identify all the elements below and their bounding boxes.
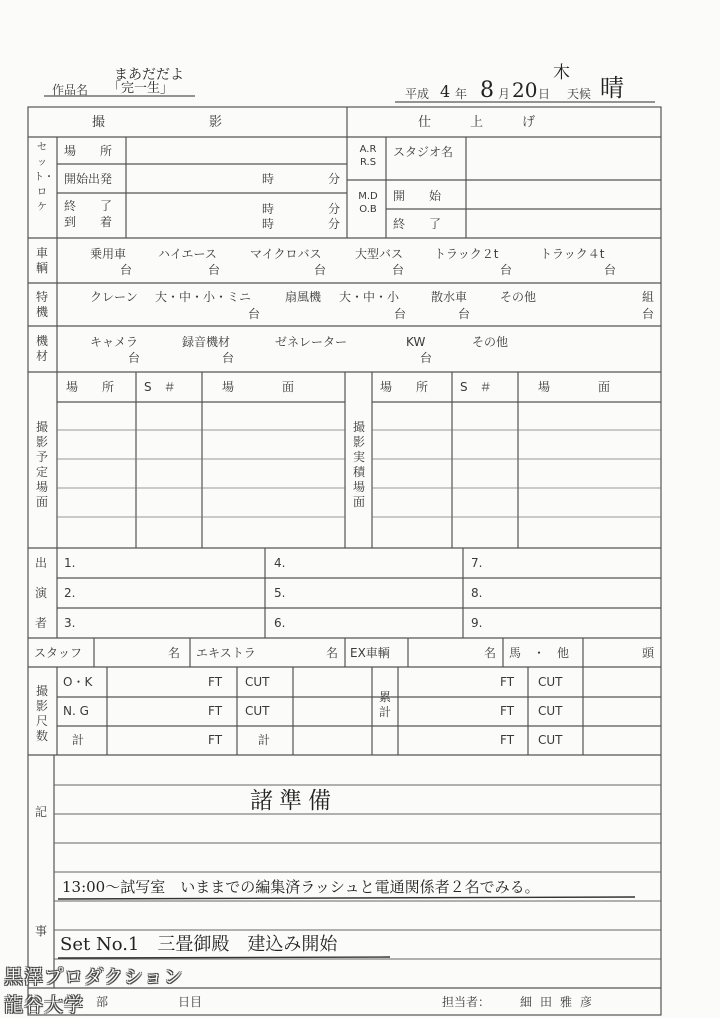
standby-other: その他	[500, 290, 537, 304]
handwritten-title-note: まあだだよ	[114, 67, 184, 83]
cast-side-label-1: 出	[35, 556, 48, 570]
start-departure-label: 開始出発	[64, 172, 113, 186]
standby-unit: 台	[394, 307, 407, 321]
notes-title-handwritten: 諸準備	[250, 788, 337, 814]
cast-side-label-2: 演	[35, 586, 48, 600]
vehicle-truck-4t: トラック４t	[540, 247, 605, 261]
cast-number: 5.	[274, 586, 286, 600]
staff-label: スタッフ	[34, 646, 83, 660]
vehicle-unit: 台	[500, 263, 513, 277]
standby-fan-sizes: 大・中・小	[339, 290, 400, 304]
standby-fan: 扇風機	[285, 290, 322, 304]
cast-side-label-3: 者	[35, 616, 48, 630]
finishing-section-heading: 仕 上 げ	[418, 115, 536, 130]
watermark-line-2: 龍谷大学	[4, 994, 85, 1016]
notes-line-2-handwritten: Set No.1 三畳御殿 建込み開始	[60, 934, 338, 955]
cast-number: 8.	[471, 586, 483, 600]
standby-unit: 台	[248, 307, 261, 321]
standby-crane: クレーン	[90, 290, 138, 304]
cumulative-cut-unit: CUT	[538, 704, 563, 718]
day-unit: 日	[538, 87, 551, 101]
arrival-hour-unit: 時	[262, 217, 275, 231]
vehicle-microbus: マイクロバス	[250, 247, 322, 261]
cast-number: 1.	[64, 556, 76, 570]
vehicle-unit: 台	[120, 263, 133, 277]
month-value: 8	[480, 78, 494, 103]
standby-unit: 台	[458, 307, 471, 321]
place-label: 場 所	[64, 144, 113, 158]
shooting-section-heading: 撮 影	[92, 115, 223, 130]
weather-label: 天候	[567, 87, 592, 101]
equipment-unit: 台	[222, 351, 235, 365]
cast-number: 9.	[471, 616, 483, 630]
set-location-side-label: セット・ロケ	[34, 142, 54, 213]
weather-value: 晴	[600, 74, 624, 102]
finish-end-label: 終 了	[393, 217, 442, 231]
footage-ok-label: O・K	[63, 675, 93, 689]
cast-number: 4.	[274, 556, 286, 570]
equipment-camera: キャメラ	[90, 335, 139, 349]
staff-name-unit: 名	[168, 646, 181, 660]
footage-ng-label: N. G	[63, 704, 89, 718]
equipment-generator: ゼネレーター	[275, 335, 348, 349]
standby-side-label: 特機	[35, 290, 48, 319]
horse-other-label: 馬 ・ 他	[509, 646, 570, 660]
arrival-label: 到 着	[64, 215, 113, 229]
day-value: 20	[512, 78, 538, 102]
actual-place-header: 場 所	[380, 380, 429, 394]
actual-scene-no-header: S ＃	[460, 380, 492, 394]
footer-person-label: 担当者：	[442, 995, 491, 1009]
planned-scene-header: 場 面	[222, 380, 295, 394]
footer-person-name: 細田雅彦	[520, 995, 601, 1009]
footage-side-label: 撮影尺数	[35, 684, 48, 743]
start-minute-unit: 分	[328, 172, 341, 186]
cumulative-ft-unit: FT	[500, 704, 515, 718]
vehicle-large-bus: 大型バス	[355, 247, 404, 261]
ft-unit: FT	[208, 675, 223, 689]
equipment-other: その他	[472, 335, 509, 349]
ex-vehicle-name-unit: 名	[484, 646, 497, 660]
head-unit: 頭	[642, 646, 655, 660]
year-value: 4	[440, 82, 451, 101]
arrival-minute-unit: 分	[328, 217, 341, 231]
notes-line-1-handwritten: 13:00～試写室 いままでの編集済ラッシュと電通関係者２名でみる。	[62, 878, 540, 896]
extra-label: エキストラ	[196, 646, 256, 660]
cast-number: 7.	[471, 556, 483, 570]
end-label: 終 了	[64, 199, 113, 213]
cumulative-ft-unit: FT	[500, 675, 515, 689]
vehicle-unit: 台	[392, 263, 405, 277]
actual-scenes-side-label: 撮影実積場面	[352, 420, 365, 509]
cut-unit: CUT	[245, 704, 270, 718]
vehicles-side-label: 車輌	[35, 246, 48, 275]
cast-number: 3.	[64, 616, 76, 630]
notes-side-label-ji: 事	[35, 924, 48, 938]
planned-scenes-side-label: 撮影予定場面	[35, 420, 48, 509]
finish-start-label: 開 始	[393, 189, 442, 203]
start-hour-unit: 時	[262, 172, 275, 186]
vehicle-unit: 台	[604, 263, 617, 277]
end-hour-unit: 時	[262, 202, 275, 216]
footage-cut-total-label: 計	[258, 733, 271, 747]
standby-water-truck: 散水車	[431, 290, 468, 304]
cumulative-cut-unit: CUT	[538, 675, 563, 689]
ex-vehicle-label: EX車輌	[350, 646, 390, 660]
era-label: 平成	[405, 87, 430, 101]
cumulative-ft-unit: FT	[500, 733, 515, 747]
ft-unit: FT	[208, 733, 223, 747]
vehicle-truck-2t: トラック２t	[434, 247, 499, 261]
cumulative-cut-unit: CUT	[538, 733, 563, 747]
month-unit: 月	[498, 87, 511, 101]
standby-unit: 台	[642, 307, 655, 321]
weekday-value: 木	[553, 63, 570, 83]
ar-rs-label: A.R R.S	[359, 144, 377, 168]
end-minute-unit: 分	[328, 202, 341, 216]
vehicle-car: 乗用車	[90, 247, 127, 261]
standby-crane-sizes: 大・中・小・ミニ	[155, 290, 252, 304]
watermark-line-1: 黒澤プロダクション	[4, 966, 184, 988]
cumulative-side-label: 累計	[378, 690, 391, 719]
vehicle-unit: 台	[314, 263, 327, 277]
cast-number: 6.	[274, 616, 286, 630]
notes-side-label-ki: 記	[35, 805, 48, 819]
vehicle-hiace: ハイエース	[158, 247, 217, 261]
equipment-unit: 台	[128, 351, 141, 365]
actual-scene-header: 場 面	[538, 380, 611, 394]
work-name: 「完一生」	[108, 81, 174, 96]
planned-place-header: 場 所	[66, 380, 115, 394]
equipment-kw: KW	[406, 335, 426, 349]
footer-dept-label: 部	[96, 995, 109, 1009]
equipment-unit: 台	[420, 351, 433, 365]
standby-group-unit: 組	[642, 290, 655, 304]
md-ob-label: M.D O.B	[358, 191, 378, 215]
extra-name-unit: 名	[326, 646, 339, 660]
footage-total-label: 計	[72, 733, 85, 747]
cut-unit: CUT	[245, 675, 270, 689]
planned-scene-no-header: S ＃	[144, 380, 176, 394]
equipment-sound: 録音機材	[182, 335, 231, 349]
vehicle-unit: 台	[208, 263, 221, 277]
ft-unit: FT	[208, 704, 223, 718]
work-name-label: 作品名	[52, 83, 89, 97]
year-unit: 年	[455, 87, 468, 101]
studio-name-label: スタジオ名	[393, 145, 454, 159]
footer-day-count-label: 日目	[178, 995, 203, 1009]
equipment-side-label: 機材	[35, 334, 48, 363]
cast-number: 2.	[64, 586, 76, 600]
